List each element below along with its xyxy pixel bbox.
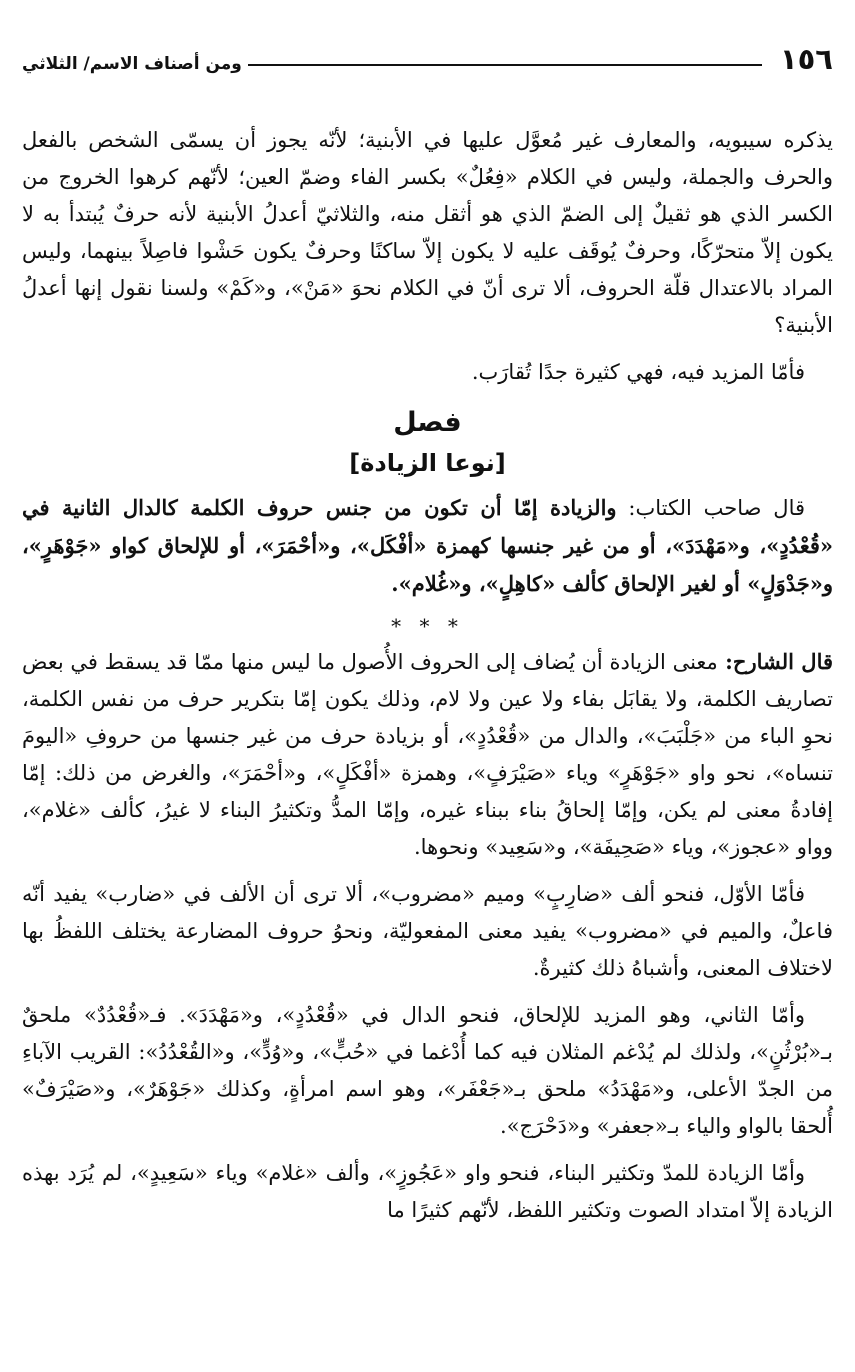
commentary-label: قال الشارح: <box>717 649 834 674</box>
paragraph-third: وأمّا الزيادة للمدّ وتكثير البناء، فنحو واو «عَجُوزٍ»، وألف «غلام» وياء «سَعِيدٍ»، لم يُرَد بهذه الزيادة إلاّ امتداد الصوت وتكثير اللفظ، لأنّهم كثيرًا ما <box>22 1161 833 1222</box>
author-quote <box>22 489 833 603</box>
separator-stars: * * * <box>391 614 464 638</box>
commentary-paragraph <box>22 643 833 866</box>
book-page <box>22 30 833 1229</box>
author-quote-text: والزيادة إمّا أن تكون من جنس حروف الكلمة كالدال الثانية في «قُعْدُدٍ»، و«مَهْدَدَ»، أو من غير جنسها كهمزة «أفْكَل»، و«أحْمَرَ»، أو للإلحاق كواو «جَوْهَرٍ»، و«جَدْوَلٍ» أو لغير الإلحاق كألف «كاهِلٍ»، و«غُلام». <box>22 495 833 596</box>
page-number: ١٥٦ <box>779 42 833 76</box>
paragraph-first: فأمّا الأوّل، فنحو ألف «ضارِبٍ» وميم «مضروب»، ألا ترى أن الألف في «ضارب» يفيد أنّه فاعلٌ، والميم في «مضروب» يفيد معنى المفعوليّة، ونحوُ حروف المضارعة يختلف اللفظُ بها لاختلاف المعنى، وأشباهُ ذلك كثيرةٌ. <box>22 882 833 980</box>
running-title: ومن أصناف الاسم/ الثلاثي <box>22 54 242 74</box>
section-title: فصل <box>393 407 462 438</box>
page-header <box>22 30 833 78</box>
section-subtitle: [نوعا الزيادة] <box>349 449 506 477</box>
author-quote-intro: قال صاحب الكتاب: <box>616 496 806 520</box>
paragraph-second: وأمّا الثاني، وهو المزيد للإلحاق، فنحو الدال في «قُعْدُدٍ»، و«مَهْدَدَ». فـ«قُعْدُدٌ» ملحقٌ بـ«بُرْثُنٍ»، ولذلك لم يُدْغم المثلان فيه كما أُدْغما في «حُبٍّ»، و«وُدٍّ»، و«القُعْدُدُ»: القريب الآباءِ من الجدّ الأعلى، و«مَهْدَدُ» ملحق بـ«جَعْفَر»، وهو اسم امرأةٍ، وكذلك «جَوْهَرٌ»، و«صَيْرَفٌ» أُلحقا بالواو والياء بـ«جعفر» و«دَحْرَج». <box>22 1003 833 1138</box>
mazid-paragraph: فأمّا المزيد فيه، فهي كثيرة جدًا تُقارَب. <box>471 360 805 384</box>
intro-paragraph: يذكره سيبويه، والمعارف غير مُعوَّل عليها في الأبنية؛ لأنّه يجوز أن يسمّى الشخص بالفعل والحرف والجملة، وليس في الكلام «فِعُلٌ» بكسر الفاء وضمّ العين؛ لأنّهم كرهوا الخروج من الكسر الذي هو ثقيلٌ إلى الضمّ الذي هو أثقل منه، والثلاثيّ أعدلُ الأبنية لأنه حرفٌ يُبتدأ به لا يكون إلاّ متحرّكًا، وحرفٌ يُوقَف عليه لا يكون إلاّ ساكنًا وحرفٌ يكون حَشْوا فاصِلاً بينهما، وليس المراد بالاعتدال قلّة الحروف، ألا ترى أنّ في الكلام نحوَ «مَنْ»، و«كَمْ» ولسنا نقول إنها أعدلُ الأبنية؟ <box>22 128 833 337</box>
commentary-text: معنى الزيادة أن يُضاف إلى الحروف الأُصول ما ليس منها ممّا قد يسقط في بعض تصاريف الكلمة، ولا يقابَل بفاء ولا عين ولا لام، وذلك يكون إمّا بتكرير حرف من نفس الكلمة، نحوِ الباء من «جَلْبَبَ»، والدال من «قُعْدُدٍ»، أو بزيادة حرف من غير جنسها من حروفِ «اليومَ تنساه»، نحو واو «جَوْهَرٍ» وياء «صَيْرَفٍ»، وهمزة «أفْكَلٍ»، و«أحْمَرَ»، والغرض من ذلك: إمّا إفادةُ معنى لم يكن، وإمّا إلحاقُ بناء ببناء غيره، وإمّا المدُّ وتكثيرُ البناء لا غيرُ، كألف «غلام»، وواو «عجوز»، وياء «صَحِيفَة»، و«سَعِيد» ونحوها. <box>22 650 833 859</box>
header-rule <box>248 64 762 66</box>
